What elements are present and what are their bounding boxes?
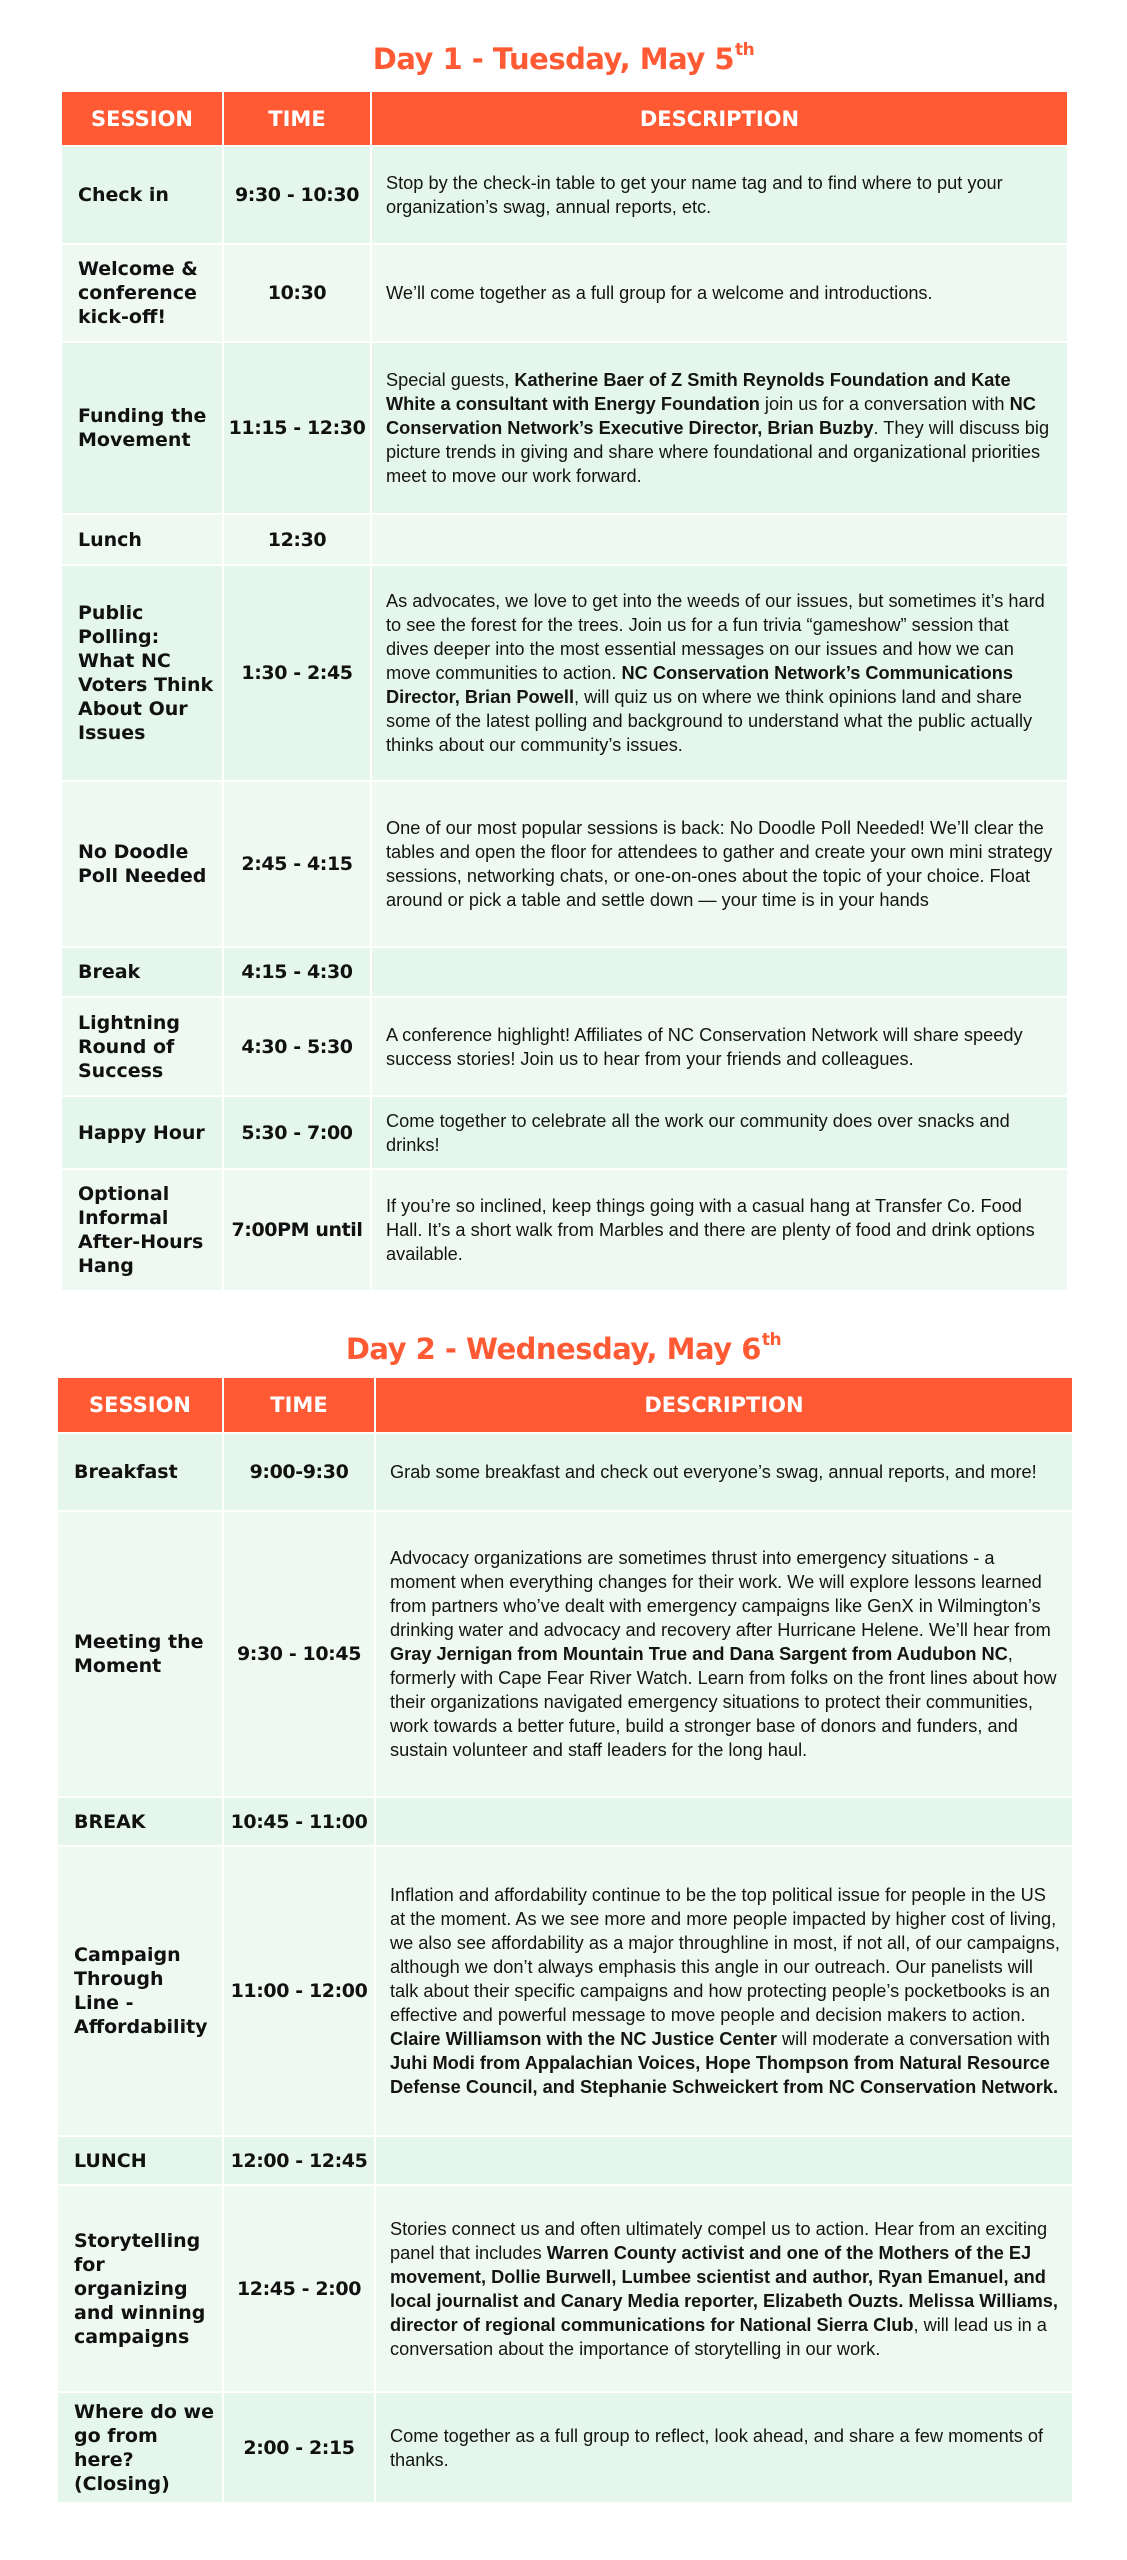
header-description: DESCRIPTION: [372, 92, 1067, 145]
day1-schedule-table: [60, 90, 1069, 1292]
session-name: Happy Hour: [62, 1097, 222, 1168]
session-time: 2:00 - 2:15: [224, 2393, 374, 2502]
session-time: 9:00-9:30: [224, 1434, 374, 1510]
description-text: Advocacy organizations are sometimes thrust into emergency situations - a moment when everything changes for their work. We will explore lessons learned from partners who’ve dealt with emergency campaigns like GenX in Wilmington’s drinking water and advocacy and recovery after Hurricane Helene. We’ll hear from: [390, 1548, 1051, 1640]
session-name: Lightning Round of Success: [62, 998, 222, 1095]
day2-title-suffix: th: [761, 1330, 782, 1350]
description-text: We’ll come together as a full group for a welcome and introductions.: [386, 283, 933, 303]
description-text: , will quiz us on where we think opinions land and share some of the latest polling and background to understand what the public actually thinks about our community’s issues.: [386, 687, 1033, 755]
description-text: Come together as a full group to reflect, look ahead, and share a few moments of thanks.: [390, 2425, 1044, 2470]
session-description: [376, 2137, 1072, 2184]
session-description: [372, 1170, 1067, 1290]
table-row: [58, 1798, 1072, 1845]
table-header-row: [62, 92, 1067, 145]
session-name: LUNCH: [58, 2137, 222, 2184]
description-text: Inflation and affordability continue to be the top political issue for people in the US at the moment. As we see more and more people impacted by higher cost of living, we also see affordability as a major throughline in most, if not all, of our campaigns, although we don’t always emphasis this angle in our outreach. Our panelists will talk about their specific campaigns and how protecting people’s pocketbooks is an effective and powerful message to move people and decision makers to action.: [390, 1885, 1060, 2025]
table-row: [62, 1097, 1067, 1168]
description-highlight: Gray Jernigan from Mountain True and Dana Sargent from Audubon NC: [390, 1644, 1008, 1664]
header-time: TIME: [224, 1378, 374, 1432]
session-description: [376, 1847, 1072, 2135]
session-time: 12:30: [224, 515, 370, 564]
day1-rows: [62, 147, 1067, 1290]
table-header-row: [58, 1378, 1072, 1432]
description-text: Special guests,: [386, 370, 515, 390]
header-session: SESSION: [62, 92, 222, 145]
table-row: [58, 1512, 1072, 1796]
session-time: 2:45 - 4:15: [224, 782, 370, 946]
header-description: DESCRIPTION: [376, 1378, 1072, 1432]
description-text: , formerly with Cape Fear River Watch. Learn from folks on the front lines about how their organizations navigated emergency situations to protect their communities, work towards a better future, build a stronger base of donors and funders, and sustain volunteer and staff leaders for the long haul.: [390, 1644, 1057, 1760]
description-text: Come together to celebrate all the work our community does over snacks and drinks!: [386, 1110, 1010, 1155]
session-name: Check in: [62, 147, 222, 243]
description-highlight: Claire Williamson with the NC Justice Center: [390, 2029, 777, 2049]
session-time: 5:30 - 7:00: [224, 1097, 370, 1168]
table-row: [62, 998, 1067, 1095]
session-name: Meeting the Moment: [58, 1512, 222, 1796]
table-row: [58, 1847, 1072, 2135]
table-row: [62, 515, 1067, 564]
table-row: [62, 245, 1067, 341]
session-name: No Doodle Poll Needed: [62, 782, 222, 946]
session-time: 7:00PM until: [224, 1170, 370, 1290]
session-name: Lunch: [62, 515, 222, 564]
description-text: If you’re so inclined, keep things going with a casual hang at Transfer Co. Food Hall. It’s a short walk from Marbles and there are plenty of food and drink options available.: [386, 1196, 1035, 1264]
session-time: 4:15 - 4:30: [224, 948, 370, 996]
description-text: One of our most popular sessions is back: No Doodle Poll Needed! We’ll clear the tables and open the floor for attendees to gather and create your own mini strategy sessions, networking chats, or one-on-ones about the topic of your choice. Float around or pick a table and settle down — your time is in your hands: [386, 818, 1053, 910]
session-description: [372, 998, 1067, 1095]
session-description: [372, 515, 1067, 564]
description-highlight: NC Conservation Network’s Communications Director, Brian Powell: [386, 663, 1013, 707]
day1-title-text: Day 1 - Tuesday, May 5: [372, 42, 734, 76]
table-row: [62, 782, 1067, 946]
session-name: Storytelling for organizing and winning campaigns: [58, 2186, 222, 2391]
description-highlight: Juhi Modi from Appalachian Voices, Hope Thompson from Natural Resource Defense Council, and Stephanie Schweickert from NC Conservation Network.: [390, 2053, 1059, 2097]
table-row: [62, 1170, 1067, 1290]
description-text: Stop by the check-in table to get your name tag and to find where to put your organization’s swag, annual reports, etc.: [386, 173, 1003, 217]
session-description: [372, 245, 1067, 341]
day1-title-suffix: th: [735, 40, 755, 60]
session-description: [376, 1512, 1072, 1796]
table-row: [58, 2393, 1072, 2502]
session-description: [376, 1434, 1072, 1510]
session-name: Where do we go from here? (Closing): [58, 2393, 222, 2502]
session-name: Break: [62, 948, 222, 996]
session-description: [372, 1097, 1067, 1168]
session-description: [372, 566, 1067, 780]
session-time: 9:30 - 10:45: [224, 1512, 374, 1796]
header-time: TIME: [224, 92, 370, 145]
session-name: Funding the Movement: [62, 343, 222, 513]
session-time: 12:45 - 2:00: [224, 2186, 374, 2391]
session-description: [376, 2186, 1072, 2391]
description-text: As advocates, we love to get into the weeds of our issues, but sometimes it’s hard to see the forest for the trees. Join us for a fun trivia “gameshow” session that dives deeper into the most essential messages on our issues and how we can move communities to action.: [386, 591, 1045, 683]
session-description: [372, 782, 1067, 946]
session-time: 10:30: [224, 245, 370, 341]
day2-title-text: Day 2 - Wednesday, May 6: [345, 1332, 761, 1366]
session-name: Breakfast: [58, 1434, 222, 1510]
description-text: . They will discuss big picture trends in giving and share where foundational and organizational priorities meet to move our work forward.: [386, 418, 1050, 486]
session-description: [376, 2393, 1072, 2502]
day2-rows: [58, 1434, 1072, 2502]
session-time: 1:30 - 2:45: [224, 566, 370, 780]
session-description: [376, 1798, 1072, 1845]
table-row: [58, 1434, 1072, 1510]
description-text: A conference highlight! Affiliates of NC Conservation Network will share speedy success stories! Join us to hear from your friends and colleagues.: [386, 1024, 1023, 1069]
header-session: SESSION: [58, 1378, 222, 1432]
session-name: Public Polling: What NC Voters Think About Our Issues: [62, 566, 222, 780]
session-time: 10:45 - 11:00: [224, 1798, 374, 1845]
table-row: [62, 948, 1067, 996]
table-row: [58, 2137, 1072, 2184]
session-description: [372, 343, 1067, 513]
table-row: [62, 566, 1067, 780]
description-text: Grab some breakfast and check out everyone’s swag, annual reports, and more!: [390, 1462, 1037, 1482]
description-highlight: Katherine Baer of Z Smith Reynolds Foundation and Kate White a consultant with Energy Foundation: [386, 370, 1011, 414]
session-time: 4:30 - 5:30: [224, 998, 370, 1095]
session-name: Optional Informal After-Hours Hang: [62, 1170, 222, 1290]
description-text: Stories connect us and often ultimately compel us to action. Hear from an exciting panel that includes: [390, 2218, 1048, 2263]
description-text: , will lead us in a conversation about the importance of storytelling in our work.: [390, 2314, 1047, 2359]
day2-schedule-table: [56, 1376, 1074, 2504]
description-text: will moderate a conversation with: [776, 2029, 1050, 2049]
day2-title: [0, 1332, 1127, 1366]
session-time: 9:30 - 10:30: [224, 147, 370, 243]
description-highlight: Warren County activist and one of the Mothers of the EJ movement, Dollie Burwell, Lumbee scientist and author, Ryan Emanuel, and local journalist and Canary Media reporter, Elizabeth Ouzts. Melissa Williams, director of regional communications for National Sierra Club: [390, 2242, 1058, 2335]
description-text: join us for a conversation with: [759, 394, 1010, 414]
session-time: 11:15 - 12:30: [224, 343, 370, 513]
day1-title: [0, 42, 1127, 76]
table-row: [62, 343, 1067, 513]
session-description: [372, 147, 1067, 243]
session-description: [372, 948, 1067, 996]
session-name: Welcome & conference kick-off!: [62, 245, 222, 341]
session-time: 12:00 - 12:45: [224, 2137, 374, 2184]
session-time: 11:00 - 12:00: [224, 1847, 374, 2135]
table-row: [58, 2186, 1072, 2391]
description-highlight: NC Conservation Network’s Executive Director, Brian Buzby: [386, 394, 1036, 438]
table-row: [62, 147, 1067, 243]
session-name: Campaign Through Line - Affordability: [58, 1847, 222, 2135]
session-name: BREAK: [58, 1798, 222, 1845]
